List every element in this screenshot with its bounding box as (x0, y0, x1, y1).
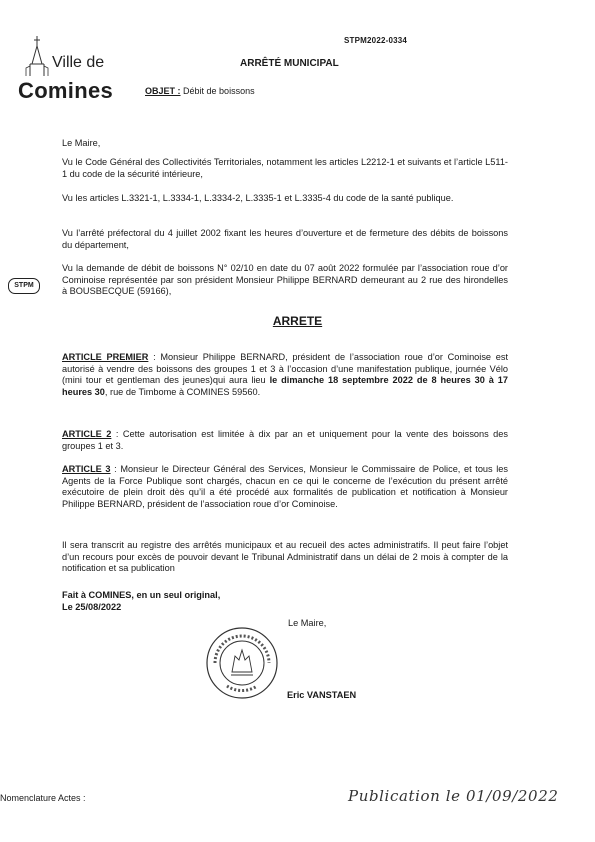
logo-city-name: Comines (18, 78, 114, 103)
signed-date: Le 25/08/2022 (62, 602, 122, 612)
article-1-end: , rue de Timbome à COMINES 59560. (104, 386, 261, 397)
object-text: Débit de boissons (183, 86, 255, 96)
logo-prefix: Ville de (52, 54, 105, 71)
article-1 (62, 352, 508, 398)
document-reference: STPM2022-0334 (344, 36, 408, 45)
municipal-seal-icon (205, 626, 279, 700)
document-title: ARRÊTÉ MUNICIPAL (240, 58, 339, 69)
handwritten-publication-note (348, 787, 568, 811)
signed-at: Fait à COMINES, en un seul original, (62, 590, 221, 600)
publication-note-text: Publication le 01/09/2022 (348, 787, 559, 805)
recours-text: Il sera transcrit au registre des arrêtés municipaux et au recueil des actes administratifs. Il peut faire l’objet d’un recours pour excès de pouvoir devant le Tribunal Administratif dans un délai de 2 mois à compter de la notification et sa publication (62, 540, 508, 574)
article-2-text: : Cette autorisation est limitée à dix par an et uniquement pour la vente des boissons des groupes 1 et 3. (62, 429, 508, 451)
intro-text: Le Maire, (62, 138, 101, 148)
church-steeple-icon (22, 34, 52, 78)
object-line (145, 86, 255, 96)
city-logo (18, 34, 128, 104)
nomenclature-label: Nomenclature Actes : (0, 793, 86, 803)
considerant-3: Vu l’arrêté préfectoral du 4 juillet 2002 fixant les heures d’ouverture et de fermeture des débits de boissons du département, (62, 228, 508, 250)
signatory-title: Le Maire, (288, 618, 327, 628)
article-2-label: ARTICLE 2 (62, 429, 112, 439)
object-label: OBJET : (145, 86, 181, 96)
article-3 (62, 464, 508, 510)
article-1-label: ARTICLE PREMIER (62, 352, 149, 362)
article-3-label: ARTICLE 3 (62, 464, 111, 474)
article-3-text: : Monsieur le Directeur Général des Services, Monsieur le Commissaire de Police, et tous les Agents de la Force Publique sont chargés, chacun en ce qui le concerne de l’exécution du présent arrêté exécutoire de plein droit dès qu’il a été procédé aux formalités de publication et notification à Monsieur Philippe BERNARD, président de l’association roue d’or Cominoise. (62, 464, 508, 509)
decision-heading: ARRETE (272, 314, 323, 328)
side-stamp: STPM (8, 278, 40, 294)
considerant-1: Vu le Code Général des Collectivités Territoriales, notamment les articles L2212-1 et suivants et l’article L511-1 du code de la sécurité intérieure, (62, 157, 508, 179)
considerant-4: Vu la demande de débit de boissons N° 02/10 en date du 07 août 2022 formulée par l’association roue d’or Cominoise représentée par son président Monsieur Philippe BERNARD demeurant au 2 rue des hirondelles à BOUSBECQUE (59166), (62, 263, 508, 297)
considerant-2: Vu les articles L.3321-1, L.3334-1, L.3334-2, L.3335-1 et L.3335-4 du code de la santé publique. (62, 193, 454, 203)
signatory-name: Eric VANSTAEN (287, 690, 357, 700)
article-2 (62, 429, 508, 452)
article-1-date: le dimanche 18 septembre 2022 de 8 heures 30 à 17 heures 30 (62, 375, 508, 397)
article-1-text: : Monsieur Philippe BERNARD, président de l’association roue d’or Cominoise est autorisé à vendre des boissons des groupes 1 et 3 à l’occasion d’une manifestation publique, journée Vélo (mini tour et gentleman des jeunes)qui aura lieu (62, 352, 508, 386)
